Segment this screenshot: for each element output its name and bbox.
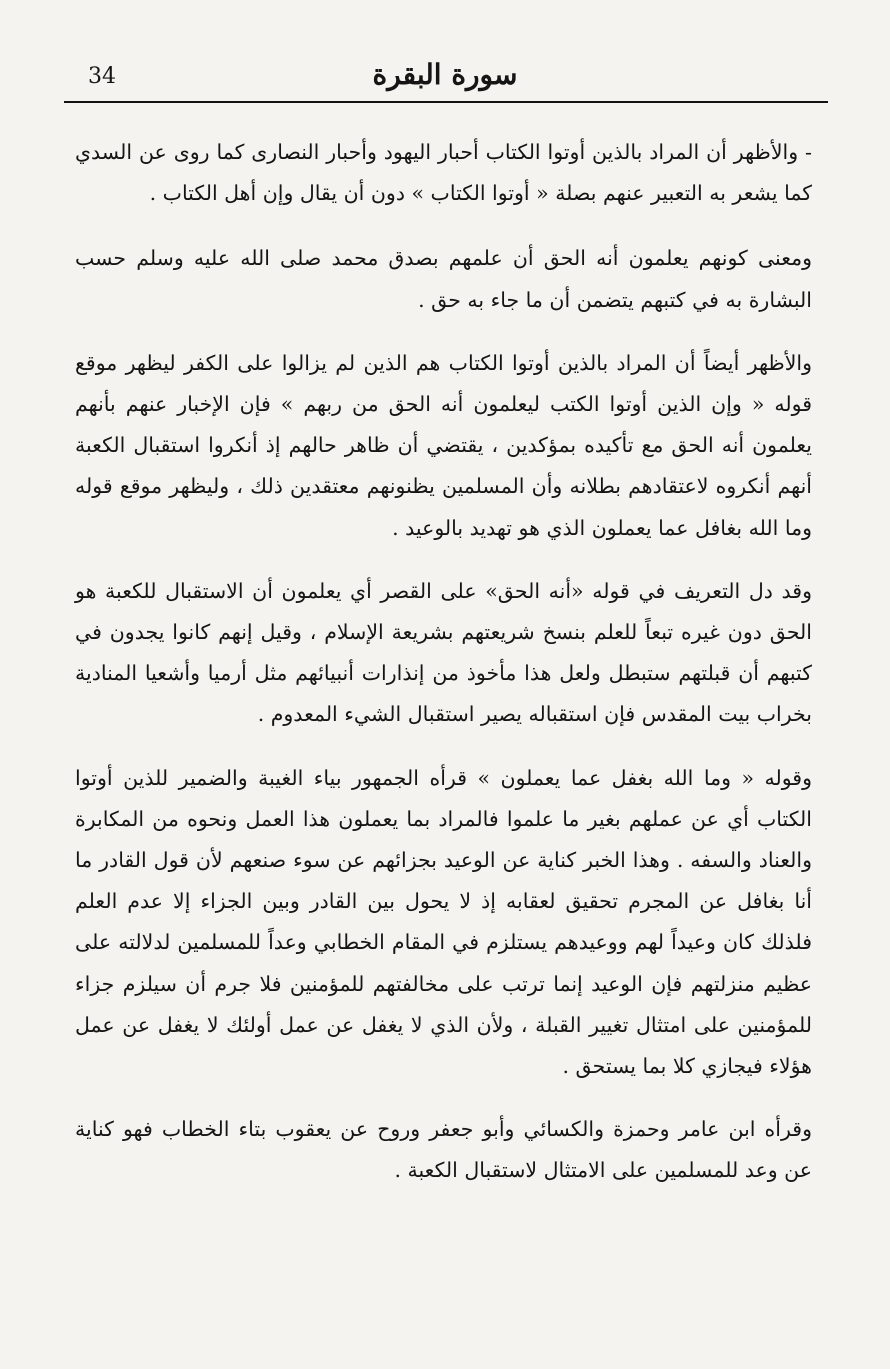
paragraph-1: - والأظهر أن المراد بالذين أوتوا الكتاب أحبار اليهود وأحبار النصارى كما روى عن السدي كما يشعر به التعبير عنهم بصلة « أوتوا الكتاب » دون أن يقال وإن أهل الكتاب . (75, 140, 812, 206)
paragraph-3: والأظهر أيضاً أن المراد بالذين أوتوا الكتاب هم الذين لم يزالوا على الكفر ليظهر موقع قوله « وإن الذين أوتوا الكتب ليعلمون أنه الحق من ربهم » فإن الإخبار عنهم بأنهم يعلمون أنه الحق مع تأكيده بمؤكدين ، يقتضي أن ظاهر حالهم إذ أنكروا استقبال الكعبة أنهم أنكروه لاعتقادهم بطلانه وأن المسلمين يظنونهم معتقدين ذلك ، وليظهر موقع قوله وما الله بغافل عما يعملون الذي هو تهديد بالوعيد . (75, 350, 812, 540)
paragraph-4: وقد دل التعريف في قوله «أنه الحق» على القصر أي يعلمون أن الاستقبال للكعبة هو الحق دون غيره تبعاً للعلم بنسخ شريعتهم بشريعة الإسلام ، وقيل إنهم كانوا يجدون في كتبهم أن قبلتهم ستبطل ولعل هذا مأخوذ من إنذارات أنبيائهم مثل أرميا وأشعيا المنادية بخراب بيت المقدس فإن استقباله يصير استقبال الشيء المعدوم . (75, 578, 812, 727)
page-header (64, 58, 826, 102)
paragraph-5: وقوله « وما الله بغفل عما يعملون » قرأه الجمهور بياء الغيبة والضمير للذين أوتوا الكتاب أي عن عملهم بغير ما علموا فالمراد بما يعملون هذا العمل ونحوه من المكابرة والعناد والسفه . وهذا الخبر كناية عن الوعيد بجزائهم عن سوء صنعهم لأن قول القادر ما أنا بغافل عن المجرم تحقيق لعقابه إذ لا يحول بين القادر وبين الجزاء إلا عدم العلم فلذلك كان وعيداً لهم ووعيدهم يستلزم في المقام الخطابي وعداً للمسلمين لدلالته على عظيم منزلتهم فإن الوعيد إنما ترتب على مخالفتهم للمؤمنين فلا جرم أن سيلزم جزاء للمؤمنين على امتثال تغيير القبلة ، ولأن الذي لا يغفل عن عمل أولئك لا يغفل عن عمل هؤلاء فيجازي كلا بما يستحق . (75, 765, 812, 1079)
header-divider (64, 101, 828, 103)
paragraph-2: ومعنى كونهم يعلمون أنه الحق أن علمهم بصدق محمد صلى الله عليه وسلم حسب البشارة به في كتبهم يتضمن أن ما جاء به حق . (75, 246, 812, 312)
paragraph-6: وقرأه ابن عامر وحمزة والكسائي وأبو جعفر وروح عن يعقوب بتاء الخطاب فهو كناية عن وعد للمسلمين على الامتثال لاستقبال الكعبة . (75, 1117, 812, 1183)
surah-title: سورة البقرة (372, 58, 518, 91)
page-number: 34 (88, 64, 116, 89)
page-text (75, 132, 812, 1214)
